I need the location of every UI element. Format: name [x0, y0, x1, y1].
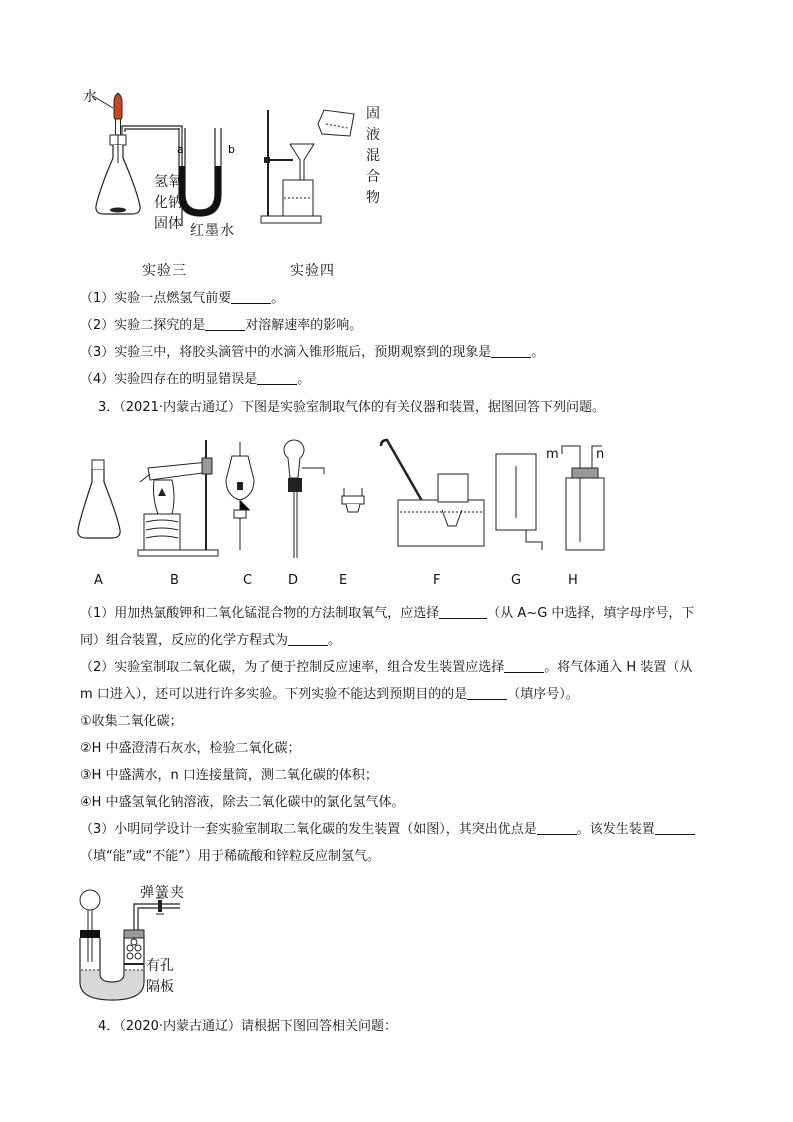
- solid-liquid-mixture-label: 固 液 混 合 物: [366, 106, 380, 206]
- rubber-stopper-right: [124, 930, 144, 938]
- q4-header: 4．（2020·内蒙古通辽）请根据下图回答相关问题：: [98, 1019, 397, 1034]
- apparatus-label-b: B: [170, 573, 179, 588]
- q3-option-3: ③H 中盛满水，n 口连接量筒，测二氧化碳的体积；: [80, 768, 378, 783]
- apparatus-f-water-trough-icon: [381, 440, 484, 546]
- apparatus-label-f: F: [433, 573, 441, 588]
- q2-item-1: （1）实验一点燃氢气前要 。: [80, 291, 285, 306]
- marble-chips-icon: [127, 939, 141, 959]
- q2-item-3: （3）实验三中，将胶头滴管中的水滴入锥形瓶后，预期观察到的现象是 。: [80, 345, 545, 360]
- apparatus-g-gas-jar-icon: [496, 454, 542, 550]
- answer-blank[interactable]: [537, 820, 577, 835]
- q3-option-4: ④H 中盛氢氧化钠溶液，除去二氧化碳中的氯化氢气体。: [80, 795, 405, 810]
- apparatus-d-long-neck-funnel-icon: [284, 440, 324, 558]
- q3-part3-line2: （填“能”或“不能”）用于稀硫酸和锌粒反应制氢气。: [80, 849, 380, 864]
- long-neck-funnel-icon: [80, 890, 100, 962]
- apparatus-c-separatory-funnel-icon: [226, 442, 254, 550]
- answer-blank[interactable]: [205, 316, 245, 331]
- answer-blank[interactable]: [504, 658, 544, 673]
- q3-header: 3．（2021·内蒙古通辽）下图是实验室制取气体的有关仪器和装置，据图回答下列问题。: [98, 400, 605, 415]
- port-m-label: m: [546, 447, 559, 462]
- answer-blank[interactable]: [288, 631, 328, 646]
- apparatus-label-c: C: [243, 573, 253, 588]
- answer-blank[interactable]: [231, 289, 271, 304]
- tube-b-label: b: [228, 143, 235, 156]
- answer-blank[interactable]: [467, 685, 507, 700]
- q3-option-2: ②H 中盛澄清石灰水，检验二氧化碳；: [80, 741, 301, 756]
- spring-clip-label: 弹簧夹: [140, 885, 185, 901]
- caption-experiment-4: 实验四: [290, 263, 335, 279]
- beaker-icon: [283, 180, 313, 216]
- q2-item-4: （4）实验四存在的明显错误是 。: [80, 372, 311, 387]
- conical-flask-icon: [96, 130, 140, 214]
- perforated-plate-label: 有孔 隔板: [146, 958, 174, 995]
- port-n-label: n: [596, 447, 605, 462]
- caption-experiment-3: 实验三: [142, 263, 187, 279]
- pouring-beaker-icon: [318, 110, 354, 136]
- funnel-icon: [290, 144, 314, 180]
- q2-item-2: （2）实验二探究的是 对溶解速率的影响。: [80, 318, 363, 333]
- apparatus-b-heating-setup-icon: [138, 440, 218, 556]
- apparatus-label-e: E: [339, 573, 348, 588]
- solid-naoh-label: 氢氧 化钠 固体: [154, 174, 182, 232]
- apparatus-label-h: H: [568, 573, 578, 588]
- water-label: 水: [83, 89, 98, 105]
- tube-a-label: a: [177, 143, 184, 156]
- rubber-stopper-left: [80, 930, 100, 938]
- answer-blank[interactable]: [655, 820, 695, 835]
- q3-part3-line1: （3）小明同学设计一套实验室制取二氧化碳的发生装置（如图），其突出优点是 。该发生装置: [80, 820, 695, 840]
- red-ink-label: 红墨水: [190, 223, 235, 239]
- apparatus-figure: [76, 438, 616, 568]
- answer-blank[interactable]: [439, 604, 487, 619]
- q3-part1-line2: 同）组合装置，反应的化学方程式为 。: [80, 633, 342, 648]
- answer-blank[interactable]: [491, 343, 531, 358]
- apparatus-a-conical-flask-icon: [78, 460, 120, 538]
- q3-part1-line1: （1）用加热氯酸钾和二氧化锰混合物的方法制取氧气，应选择 （从 A~G 中选择，填字母序号，下: [80, 606, 695, 621]
- apparatus-label-d: D: [288, 573, 299, 588]
- apparatus-e-stopper-tube-icon: [342, 488, 364, 512]
- q3-part2-line1: （2）实验室制取二氧化碳，为了便于控制反应速率，组合发生装置应选择 。将气体通入 H 装置（从: [80, 660, 693, 675]
- experiment-3-4-figure: [78, 88, 398, 248]
- answer-blank[interactable]: [257, 370, 297, 385]
- u-tube-body-icon: [80, 938, 144, 1000]
- apparatus-label-a: A: [94, 573, 103, 588]
- u-tube-icon: [179, 128, 221, 216]
- q3-option-1: ①收集二氧化碳；: [80, 714, 183, 729]
- q3-part2-line2: m 口进入），还可以进行许多实验。下列实验不能达到预期目的的是 （填序号）。: [80, 687, 579, 702]
- apparatus-label-g: G: [511, 573, 522, 588]
